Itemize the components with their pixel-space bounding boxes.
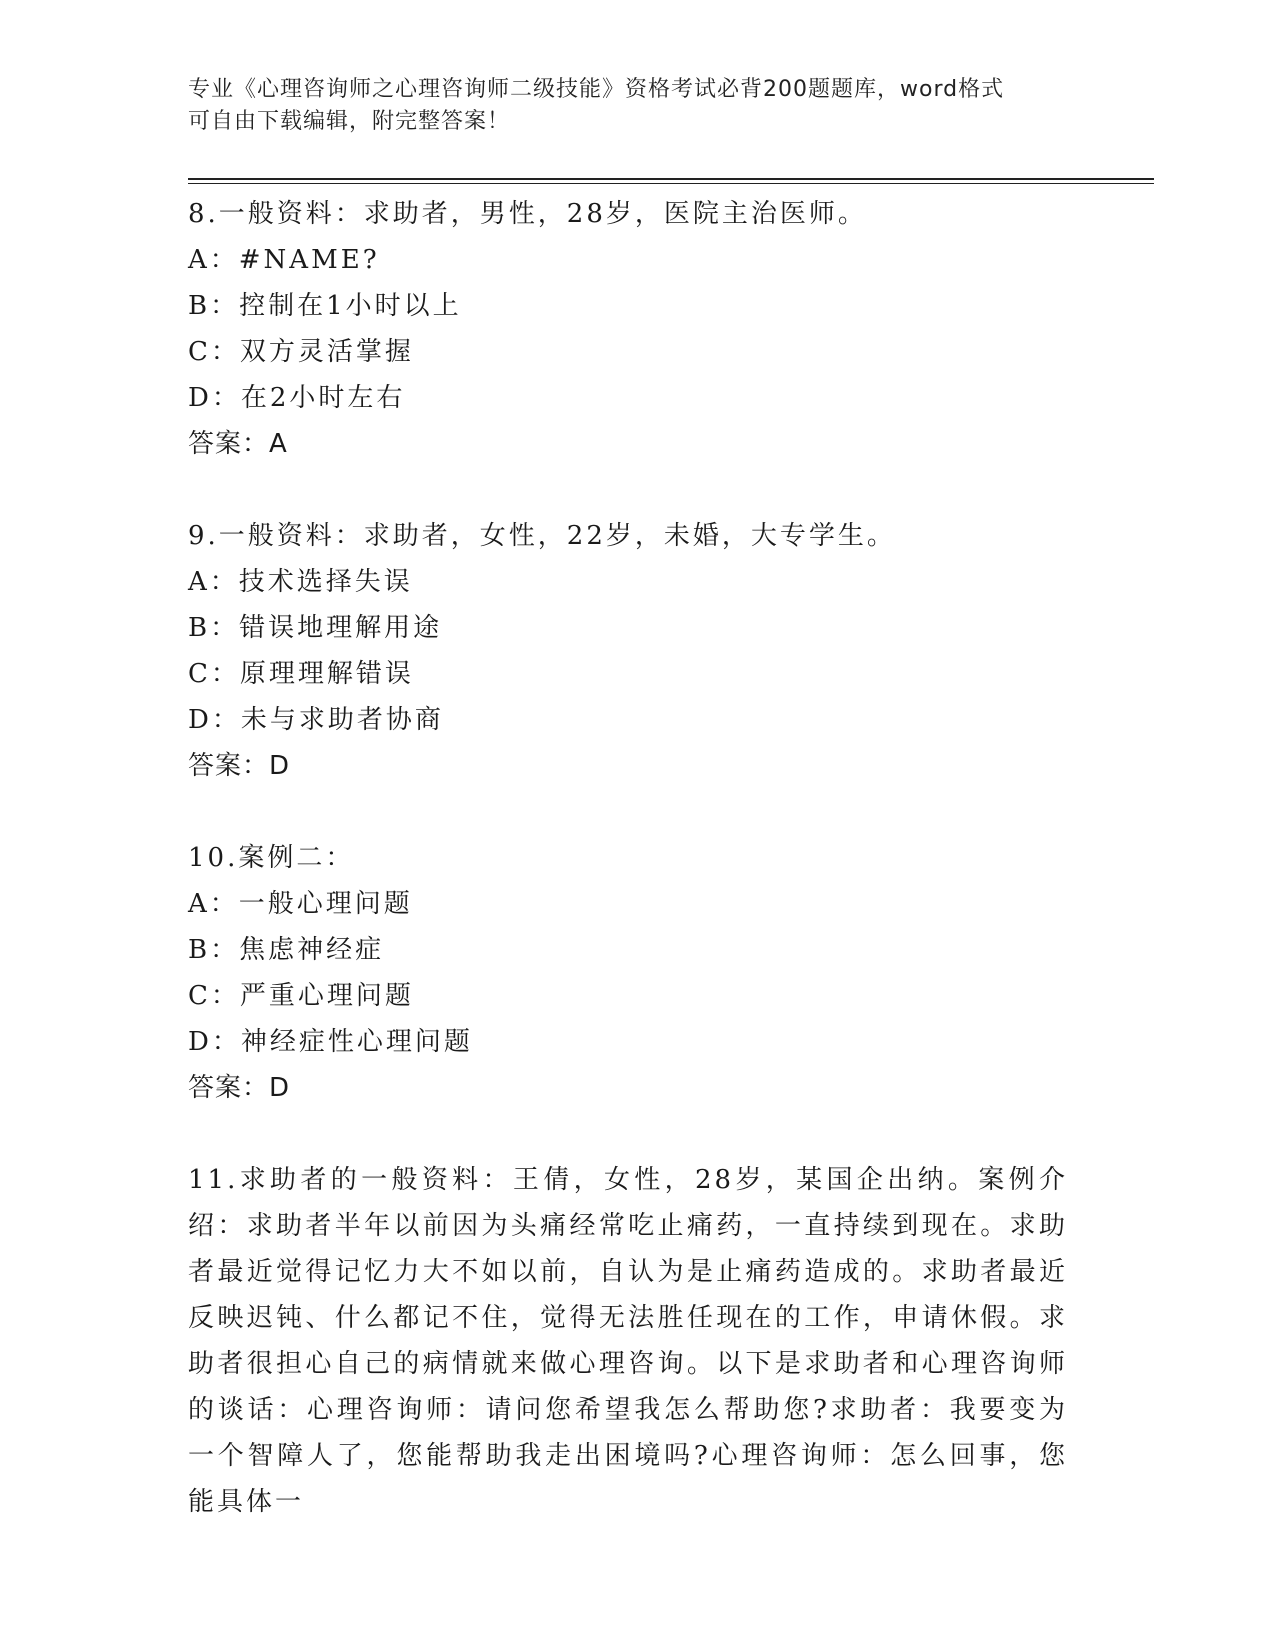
option-a: A：技术选择失误: [188, 567, 413, 597]
question-list: [188, 191, 1068, 1525]
option-a: A：#NAME?: [188, 245, 380, 275]
header-title-line-1: 专业《心理咨询师之心理咨询师二级技能》资格考试必背200题题库，word格式: [188, 77, 1005, 102]
option-a: A：一般心理问题: [188, 889, 413, 919]
question-stem: 9.一般资料：求助者，女性，22岁，未婚，大专学生。: [188, 521, 896, 551]
option-b: B：焦虑神经症: [188, 935, 385, 965]
option-b: B：错误地理解用途: [188, 613, 443, 643]
option-c: C：严重心理问题: [188, 981, 414, 1011]
header-divider-thin: [188, 183, 1154, 184]
option-d: D：在2小时左右: [188, 383, 406, 413]
question-8: [188, 191, 1068, 467]
header-divider-thick: [188, 178, 1154, 180]
question-9: [188, 513, 1068, 789]
question-11-case-text: 11.求助者的一般资料：王倩，女性，28岁，某国企出纳。案例介绍：求助者半年以前因为头痛经常吃止痛药，一直持续到现在。求助者最近觉得记忆力大不如以前，自认为是止痛药造成的。求助者最近反映迟钝、什么都记不住，觉得无法胜任现在的工作，申请休假。求助者很担心自己的病情就来做心理咨询。以下是求助者和心理咨询师的谈话：心理咨询师：请问您希望我怎么帮助您?求助者：我要变为一个智障人了，您能帮助我走出困境吗?心理咨询师：怎么回事，您能具体一: [188, 1165, 1068, 1517]
answer-label: 答案：D: [188, 751, 291, 781]
option-d: D：未与求助者协商: [188, 705, 444, 735]
question-stem: 10.案例二：: [188, 843, 355, 873]
option-c: C：双方灵活掌握: [188, 337, 414, 367]
document-header: [188, 74, 1068, 138]
question-stem: 8.一般资料：求助者，男性，28岁，医院主治医师。: [188, 199, 867, 229]
option-b: B：控制在1小时以上: [188, 291, 462, 321]
answer-label: 答案：A: [188, 429, 288, 459]
option-d: D：神经症性心理问题: [188, 1027, 473, 1057]
header-title-line-2: 可自由下载编辑，附完整答案！: [188, 109, 511, 134]
question-10: [188, 835, 1068, 1111]
option-c: C：原理理解错误: [188, 659, 414, 689]
answer-label: 答案：D: [188, 1073, 291, 1103]
